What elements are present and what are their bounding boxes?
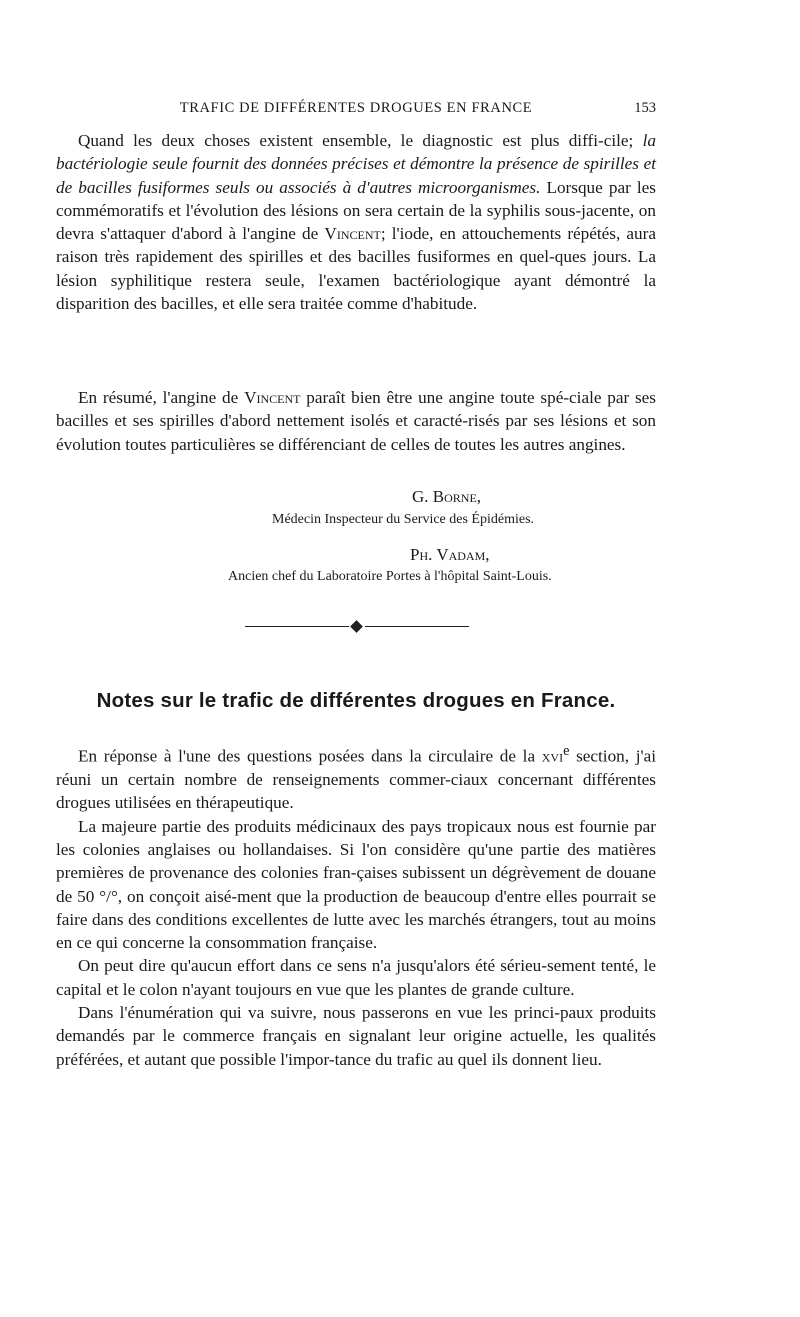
text-block-diagnosis	[56, 129, 656, 315]
signature-title-borne: Médecin Inspecteur du Service des Épidémies.	[272, 512, 535, 527]
signature-name-borne: G. Borne,	[412, 487, 482, 506]
section-divider	[245, 620, 469, 634]
paragraph-text: Lorsque par les commémoratifs et l'évolution des lésions on sera certain de la syphilis sous-jacente, on devra s'attaquer d'abord à l'angine de	[56, 177, 656, 244]
diamond-ornament-icon	[350, 620, 363, 633]
text-block-notes	[56, 740, 656, 1071]
section-heading: Notes sur le trafic de différentes drogues en France.	[96, 689, 616, 712]
paragraph-text: paraît bien être une angine toute spé-ciale par ses bacilles et ses spirilles d'abord nettement isolés et caracté-risés par ses lésions et son évolution toutes particulières se différenciant de celles de toutes les autres angines.	[56, 388, 656, 454]
paragraph-diagnosis	[56, 129, 656, 315]
superscript: e	[563, 743, 570, 759]
paragraph-enumeration: Dans l'énumération qui va suivre, nous passerons en vue les princi-paux produits demandés par le commerce français en signalant leur origine actuelle, les qualités préférées, et autant que possible l'impor-tance du trafic au quel ils donnent lieu.	[56, 1003, 656, 1069]
running-header: TRAFIC DE DIFFÉRENTES DROGUES EN FRANCE	[179, 100, 533, 116]
paragraph-text: En résumé, l'angine de	[78, 388, 245, 407]
author-name-vincent: Vincent	[244, 388, 301, 407]
paragraph-colonies: La majeure partie des produits médicinaux des pays tropicaux nous est fournie par les colonies anglaises ou hollandaises. Si l'on considère qu'une partie des matières premières de provenance des colonies fran-çaises subissent un dégrèvement de douane de 50 °/°, on conçoit aisé-ment que la production de beaucoup d'entre elles pourrait se faire dans des conditions excellentes de lutte avec les marchés étrangers, tout au moins en ce qui concerne la consommation française.	[56, 816, 656, 953]
roman-numeral: xvi	[541, 746, 564, 766]
divider-line-right	[365, 626, 469, 627]
text-block-summary	[56, 386, 656, 456]
paragraph-intro	[56, 740, 656, 815]
paragraph-effort: On peut dire qu'aucun effort dans ce sens n'a jusqu'alors été sérieu-sement tenté, le capital et le colon n'ayant toujours en vue que les plantes de grande culture.	[56, 956, 656, 999]
author-name-vincent: Vincent	[324, 224, 381, 244]
paragraph-text: ; l'iode, en attouchements répétés, aura raison très rapidement des spirilles et des bacilles fusiformes en quel-ques jours. La lésion syphilitique restera seule, l'examen bactériologique ayant démontré la disparition des bacilles, et elle sera traitée comme d'habitude.	[56, 224, 656, 314]
page-number: 153	[634, 100, 656, 116]
paragraph-text: En réponse à l'une des questions posées dans la circulaire de la	[78, 746, 542, 766]
paragraph-text: Quand les deux choses existent ensemble, le diagnostic est plus diffi-cile;	[78, 131, 643, 150]
paragraph-summary	[56, 386, 656, 456]
divider-line-left	[245, 626, 349, 627]
italic-emphasis: la bactériologie seule fournit des données précises et démontre la présence de spirilles et de bacilles fusiformes seuls ou associés à d'autres microorganismes.	[56, 131, 656, 197]
paragraph-text: section, j'ai réuni un certain nombre de renseignements commer-ciaux concernant différentes drogues utilisées en thérapeutique.	[56, 746, 656, 813]
signature-title-vadam: Ancien chef du Laboratoire Portes à l'hôpital Saint-Louis.	[228, 569, 552, 584]
signature-name-vadam: Ph. Vadam,	[410, 545, 490, 564]
